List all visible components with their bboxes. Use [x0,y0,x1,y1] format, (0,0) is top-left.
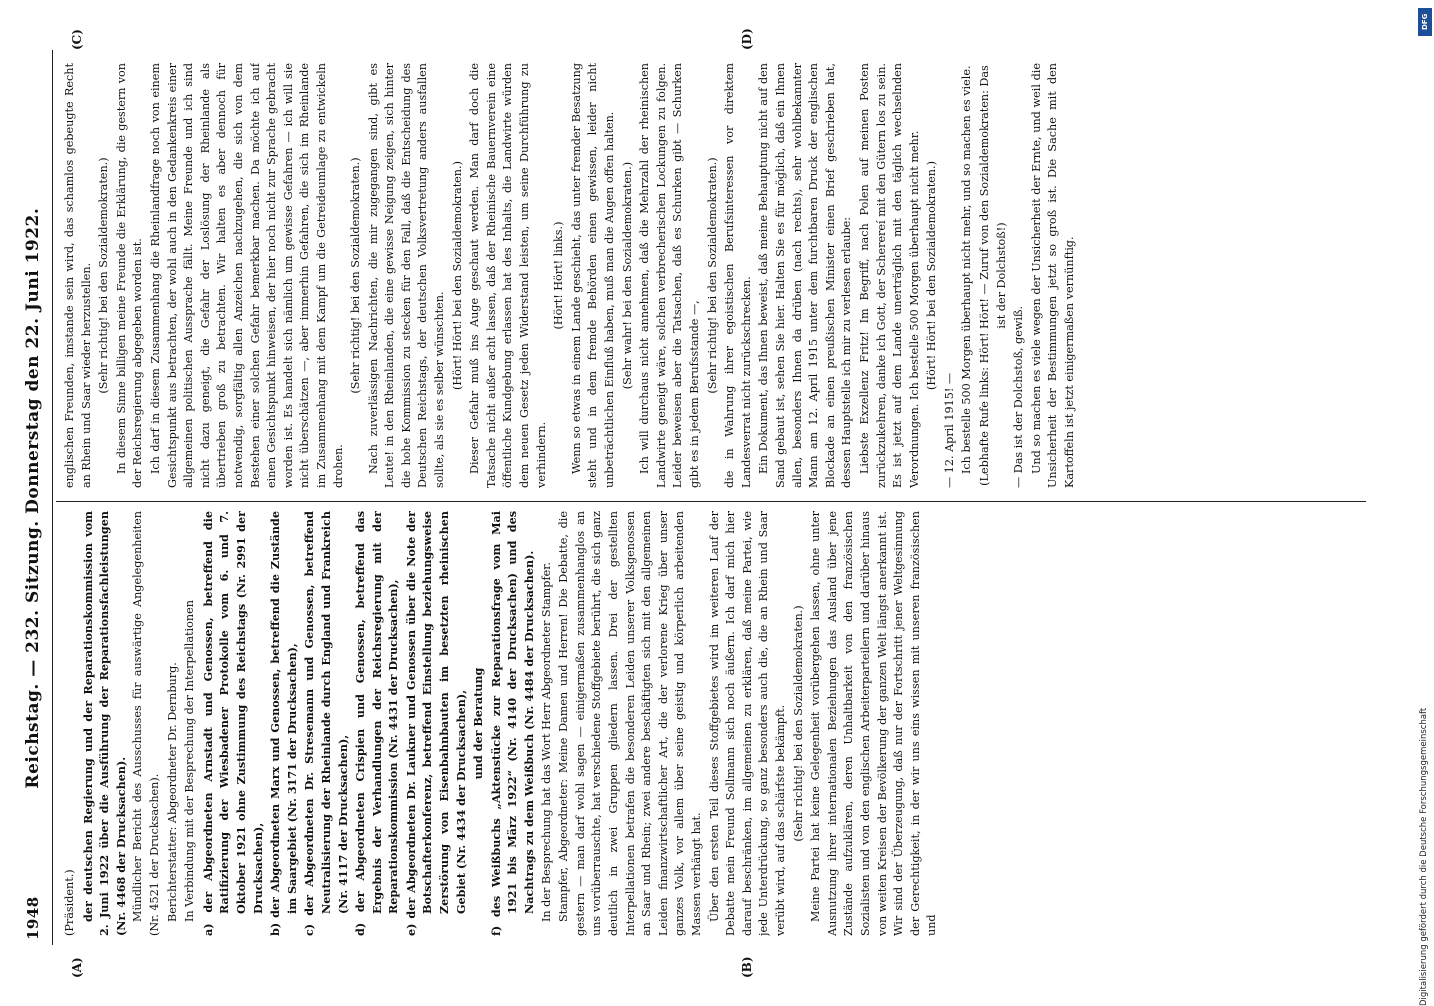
page-title: Reichstag. — 232. Sitzung. Donnerstag den 22. Juni 1922. [23,207,43,789]
speech-paragraph: — Das ist der Dolchstoß, gewiß. [1012,305,1026,488]
interjection: (Hört! Hört! bei den Sozialdemokraten.) [925,161,939,390]
paragraph: und der Beratung [471,667,486,780]
speech-paragraph: Ich will durchaus nicht annehmen, daß die Mehrzahl der rheinischen Landwirte geneigt wäre, solchen verbrecherischen Lockungen zu folgen. Leider beweisen aber die Tatsachen, daß es Schurken gibt — Schurken gibt es in jedem Berufsstande —, [638,63,701,488]
scan-credit-text: Digitalisierung gefördert durch die Deutsche Forschungsgemeinschaft [1419,707,1429,1006]
dfg-logo: DFG [1418,8,1432,36]
page-number: 1948 [24,896,42,940]
interjection: (Lebhafte Rufe links: Hört! Hört! — Zuruf von den Sozialdemokraten: Das ist der Dolchstoß!) [978,65,1008,486]
speech-paragraph: Meine Partei hat keine Gelegenheit vorübergehen lassen, ohne unter Ausnutzung ihrer internationalen Beziehungen das Ausland über jene Zustände aufzuklären, deren Unhaltbarkeit von den französischen Sozialisten und von den englischen Arbeiterparteilern und darüber hinaus von weiten Kreisen der Bevölkerung der ganzen Welt längst anerkannt ist. Wir sind der Überzeugung, daß nur der Fortschritt jener Weltgesinnung der Gerechtigkeit, in der wir uns eins wissen mit unseren französischen und [809,511,939,936]
paragraph: Mündlicher Bericht des Ausschusses für auswärtige Angelegenheiten (Nr. 4521 der Drucksachen). [131,511,161,936]
interjection: (Sehr richtig! bei den Sozialdemokraten.) [705,157,719,394]
speech-paragraph: Wenn so etwas in einem Lande geschieht, das unter fremder Besatzung steht und in dem fremde Behörden einen gewissen, leider nicht unbeträchtlichen Einfluß haben, muß man die Augen offen halten. [569,63,616,488]
speech-paragraph: Ich darf in diesem Zusammenhang die Rheinlandfrage noch von einem Gesichtspunkt aus betrachten, der wohl auch in den Gedankenkreis einer allgemeinen politischen Aussprache fällt. Meine Freunde und ich sind nicht dazu geneigt, die Gefahr der Loslösung der Rheinlande als übertrieben groß zu betrachten. Wir halten es aber dennoch für notwendig, sorgfältig allen Anzeichen nachzugehen, die sich von dem Bestehen einer solchen Gefahr bemerkbar machen. Da möchte ich auf einen Gesichtspunkt hinweisen, der hier noch nicht zur Sprache gebracht worden ist. Es handelt sich nämlich um gewisse Gefahren — ich will sie nicht überschätzen —, aber immerhin Gefahren, die sich im Rheinlande im Zusammenhang mit dem Kampf um die Getreideumlage zu entwickeln drohen. [148,63,345,488]
paragraph: In Verbindung mit der Besprechung der Interpellationen [183,600,197,922]
speech-paragraph: Nach zuverlässigen Nachrichten, die mir zugegangen sind, gibt es Leute! in den Rheinlanden, die eine gewisse Neigung zeigen, sich hinter die hohe Kommission zu stecken für den Fall, daß die Entscheidung des Deutschen Reichstags, der deutschen Volksvertretung anders ausfallen sollte, als sie es selber wünschten. [366,63,447,488]
margin-letter-b: (B) [740,956,754,978]
speech-paragraph: Stampfer, Abgeordneter: Meine Damen und Herren! Die Debatte, die gestern — man darf wohl sagen — einigermaßen zusammenhanglos an uns vorüberrauschte, hat verschiedene Stoffgebiete berührt, die sich ganz deutlich in zwei Gruppen gliedern lassen. Drei der gestellten Interpellationen betrafen die besonderen Leiden unserer Volksgenossen an Saar und Rhein; zwei andere beschäftigten sich mit den allgemeinen Leiden finanzwirtschaftlicher Art, die der verlorene Krieg über unser ganzes Volk, vor allem über seine geistig und körperlich arbeitenden Massen verhängt hat. [557,511,703,936]
left-column [62,511,1362,936]
speech-paragraph: Ich bestelle 500 Morgen überhaupt nicht mehr, und so machen es viele. [960,65,974,474]
interpellation-item: a) der Abgeordneten Arnstadt und Genossen, betreffend die Ratifizierung der Wiesbadener Protokolle vom 6. und 7. Oktober 1921 ohne Zustimmung des Reichstags (Nr. 2991 der Drucksachen), [200,511,265,936]
quoted-letter: Liebste Exzellenz Fritz! Im Begriff, nach Polen auf meinen Posten zurückzukehren, danke ich Gott, der Scherereí mit den Gütern los zu sein. Es ist jetzt auf dem Lande unerträglich mit den täglich wechselnden Verordnungen. Ich bestelle 500 Morgen überhaupt nicht mehr. [857,63,921,488]
speech-paragraph: Ein Dokument, das Ihnen beweist, daß meine Behauptung nicht auf den Sand gebaut ist, sehen Sie hier. Halten Sie es für möglich, daß ein Ihnen allen, besonders Ihnen da drüben (nach rechts), sehr wohlbekannter Mann am 12. April 1915 unter dem furchtbaren Druck der englischen Blockade an einen preußischen Minister einen Brief geschrieben hat, dessen Hauptstelle ich mir zu verlesen erlaube: [757,63,854,488]
speech-paragraph: Und so machen es viele wegen der Unsicherheit der Ernte, und weil die Unsicherheit der Bestimmungen jetzt so groß ist. Die Sache mit den Kartoffeln ist jetzt einigermaßen vernünftig. [1029,63,1077,488]
interjection: (Sehr richtig! bei den Sozialdemokraten.) [349,157,363,394]
interjection: (Sehr richtig! bei den Sozialdemokraten.) [97,157,111,394]
interpellation-item: d) der Abgeordneten Crispien und Genossen, betreffend das Ergebnis der Verhandlungen der Reichsregierung mit der Reparationskommission (Nr. 4431 der Drucksachen), [353,511,401,936]
scan-credit [1417,6,1431,1006]
header-rule [52,50,53,945]
margin-letter-c: (C) [70,29,84,50]
interpellation-item: f) des Weißbuchs „Aktenstücke zur Reparationsfrage vom Mai 1921 bis März 1922“ (Nr. 4140 der Drucksachen) und des Nachtrags zu dem Weißbuch (Nr. 4484 der Drucksachen). [488,511,537,936]
speech-paragraph: Dieser Gefahr muß ins Auge geschaut werden. Man darf doch die Tatsache nicht außer acht lassen, daß der Rheinische Bauernverein eine öffentliche Kundgebung erlassen hat des Inhalts, die Landwirte würden dem neuen Gesetz jeden Widerstand leisten, um seine Durchführung zu verhindern. [468,63,548,488]
speech-paragraph: die in Wahrung ihrer egoistischen Berufsinteressen vor direktem Landesverrat nicht zurückschrecken. [723,63,753,488]
paragraph: der deutschen Regierung und der Reparationskommission vom 2. Juni 1922 über die Ausführung der Reparationsfachleistungen (Nr. 4468 der Drucksachen). [80,511,128,936]
speech-paragraph: In diesem Sinne billigen meine Freunde die Erklärung, die gestern von der Reichsregierung abgegeben worden ist. [114,63,145,488]
page-header [18,60,48,940]
interjection: (Sehr richtig! bei den Sozialdemokraten.) [791,605,805,842]
paragraph: Berichterstatter: Abgeordneter Dr. Dernburg. [165,662,179,922]
column-divider [56,501,1366,502]
speaker-note: (Präsident.) [63,869,76,936]
margin-letter-d: (D) [740,28,754,50]
speech-paragraph: englischen Freunden, imstande sein wird, das schamlos gebeugte Recht an Rhein und Saar wieder herzustellen. [63,63,93,488]
interjection: (Hört! Hört! links.) [552,221,566,330]
margin-letter-a: (A) [70,957,84,978]
speech-paragraph: Über den ersten Teil dieses Stoffgebietes wird im weiteren Lauf der Debatte mein Freund Sollmann sich noch äußern. Ich darf mich hier darauf beschränken, im allgemeinen zu erklären, daß meine Partei, wie jede Unterdrückung, so ganz besonders auch die, die an Rhein und Saar verübt wird, auf das schärfste bekämpft. [707,511,787,936]
paragraph: In der Besprechung hat das Wort Herr Abgeordneter Stampfer. [539,562,553,922]
interjection: (Sehr wahr! bei den Sozialdemokraten.) [620,161,634,390]
right-column [62,63,1362,488]
interpellation-item: b) der Abgeordneten Marx und Genossen, betreffend die Zustände im Saargebiet (Nr. 3171 der Drucksachen), [268,511,299,936]
interpellation-item: e) der Abgeordneten Dr. Laukner und Genossen über die Note der Botschafterkonferenz, betreffend Einstellung beziehungsweise Zerstörung von Eisenbahnbauten im besetzten rheinischen Gebiet (Nr. 4434 der Drucksachen), [403,511,468,936]
interjection: (Hört! Hört! bei den Sozialdemokraten.) [450,161,464,390]
speech-paragraph: — 12. April 1915! — [942,372,956,488]
interpellation-item: c) der Abgeordneten Dr. Stresemann und Genossen, betreffend Neutralisierung der Rheinlande durch England und Frankreich (Nr. 4117 der Drucksachen), [302,511,350,936]
